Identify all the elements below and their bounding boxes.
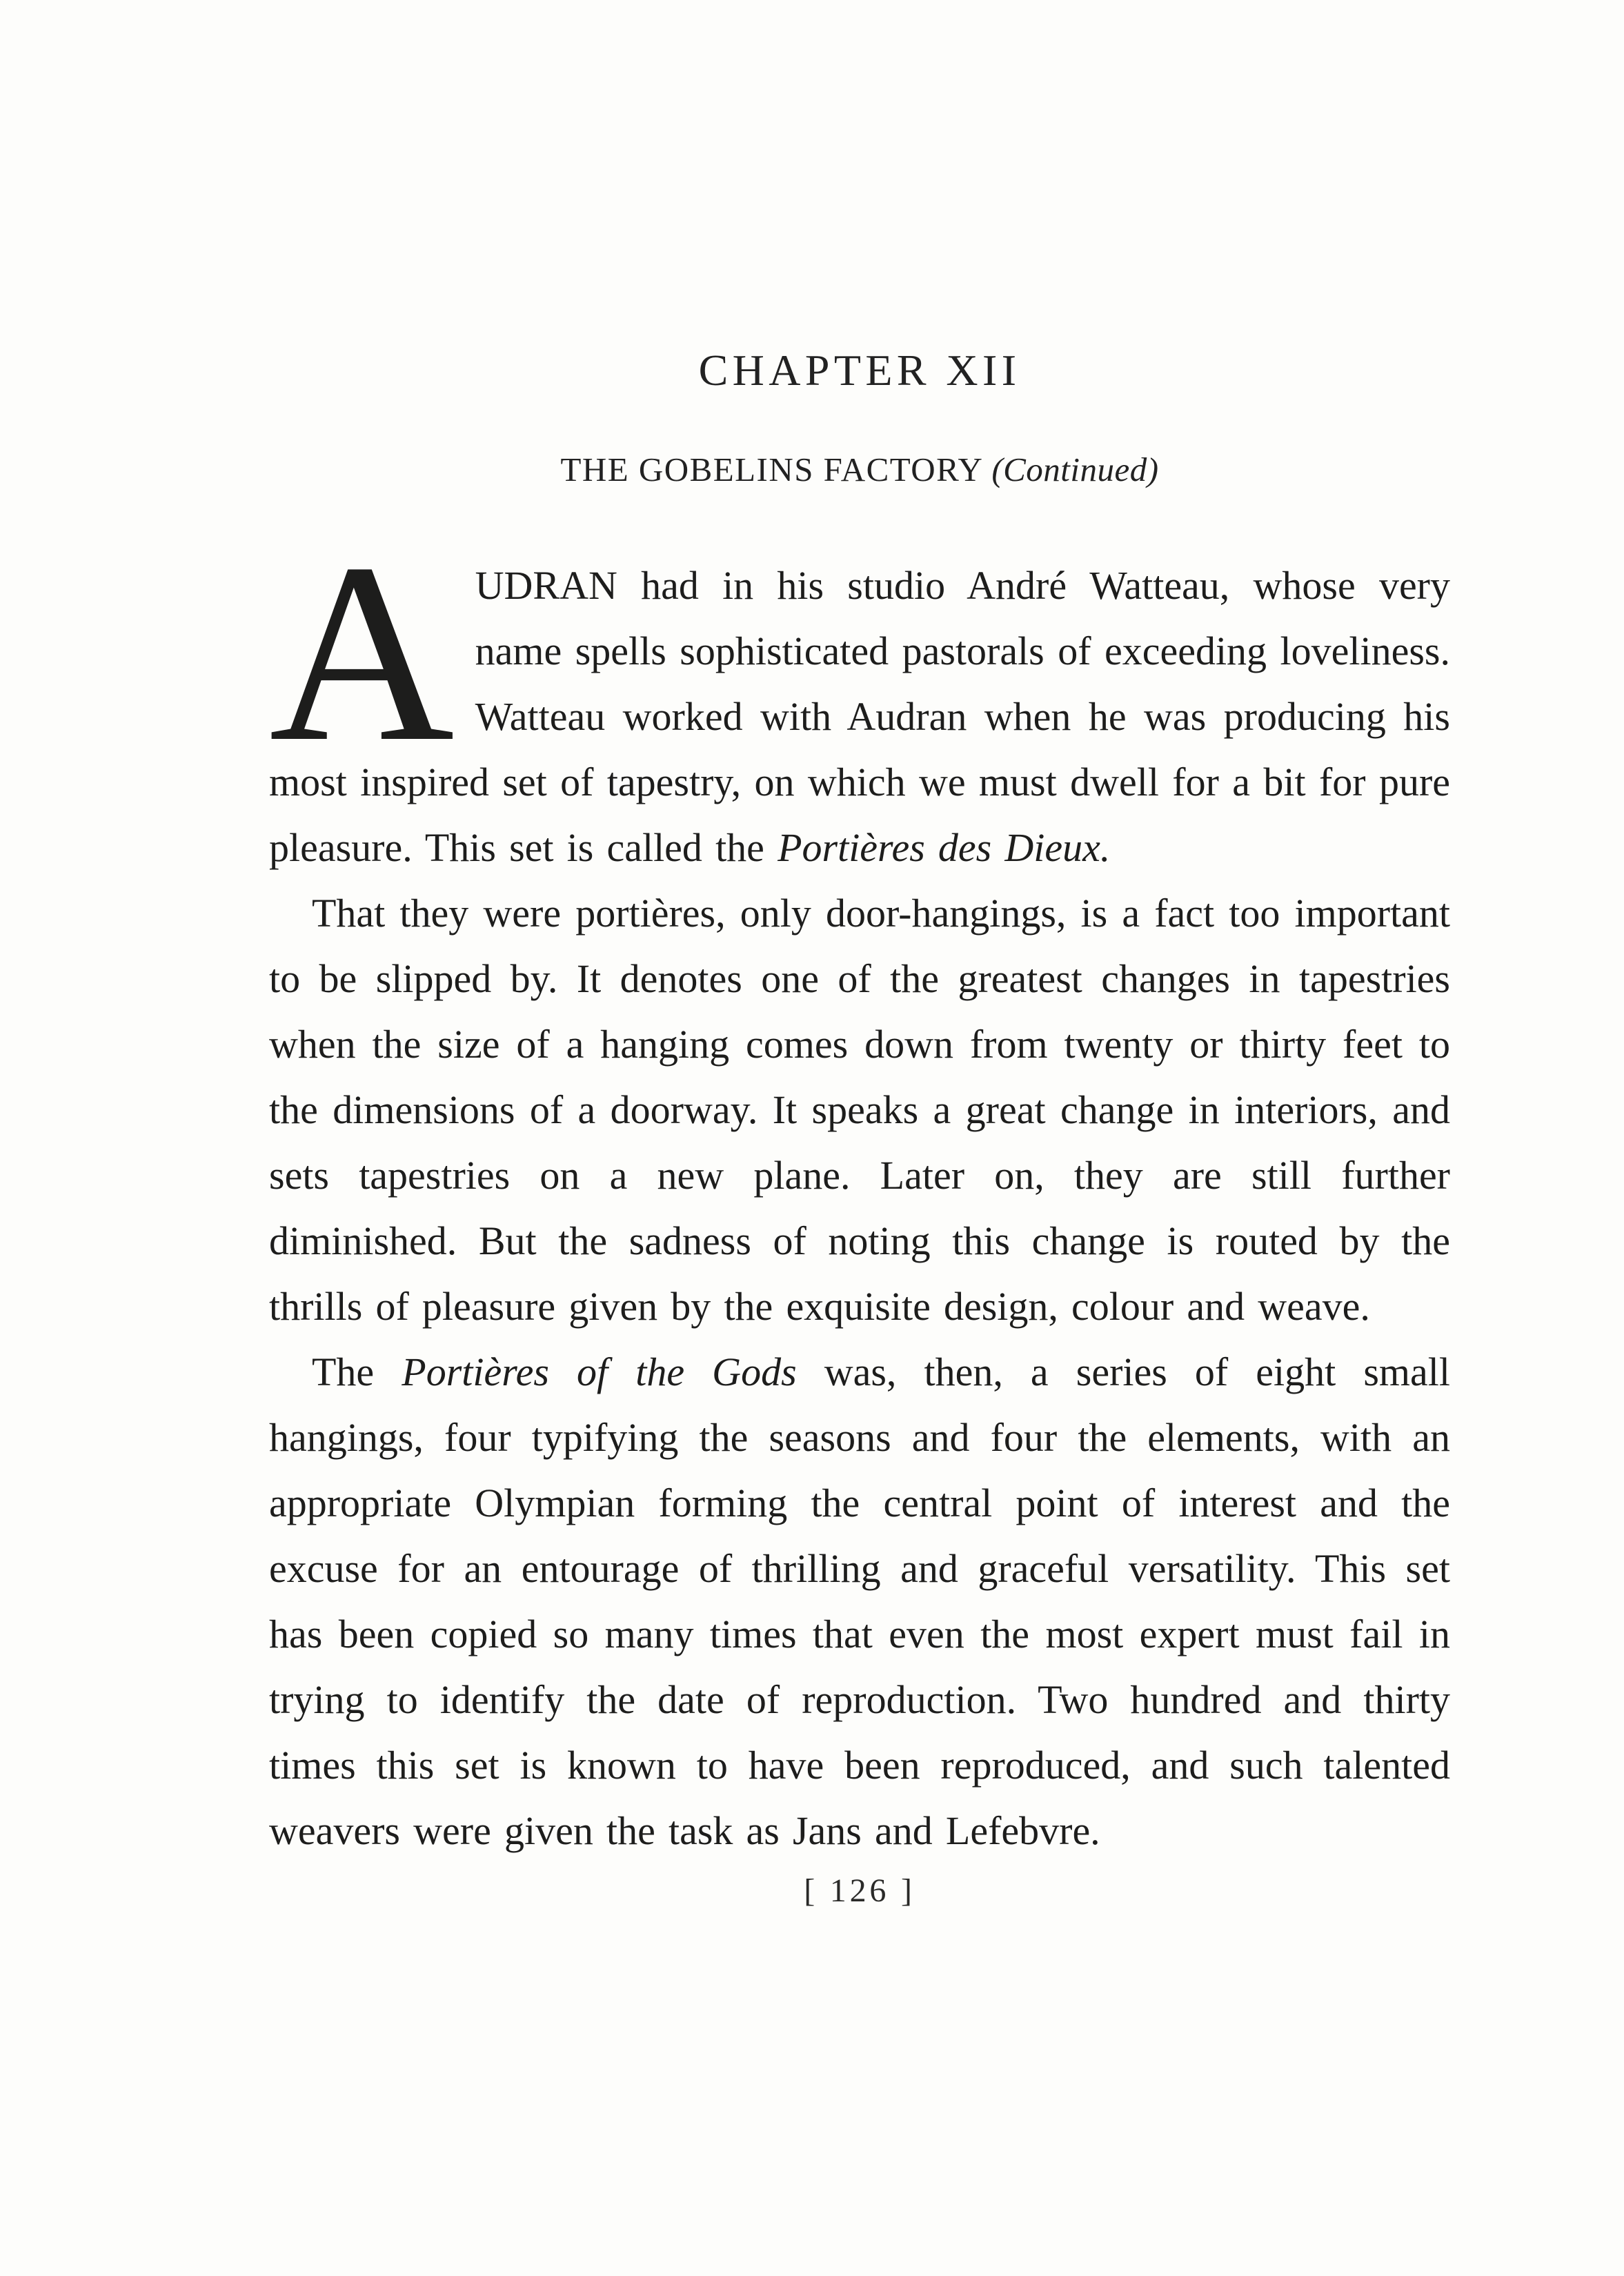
paragraph-1-text: UDRAN had in his studio André Watteau, whose very name spells sophisticated pastorals of exceeding loveliness. Watteau worked with Audran when he was producing his most inspired set of tapestry, on which we must dwell for a bit for pure pleasure. This set is called the — [269, 563, 1450, 870]
body-text — [269, 511, 1450, 1863]
section-subtitle-main: THE GOBELINS FACTORY — [560, 451, 992, 488]
chapter-title: CHAPTER XII — [698, 346, 1021, 395]
section-subtitle-continued: (Continued) — [991, 451, 1159, 488]
paragraph-3-rest: was, then, a series of eight small hangings, four typifying the seasons and four the elements, with an appropriate Olympian forming the central point of interest and the excuse for an entourage of thrilling and graceful versatility. This set has been copied so many times that even the most expert must fail in trying to identify the date of reproduction. Two hundred and thirty times this set is known to have been reproduced, and such talented weavers were given the task as Jans and Lefebvre. — [269, 1349, 1450, 1853]
paragraph-1 — [269, 511, 1450, 880]
paragraph-2-text: That they were portières, only door-hangings, is a fact too important to be slipped by. It denotes one of the greatest changes in tapestries when the size of a hanging comes down from twenty or thirty feet to the dimensions of a doorway. It speaks a great change in interiors, and sets tapestries on a new plane. Later on, they are still further diminished. But the sadness of noting this change is routed by the thrills of pleasure given by the exquisite design, colour and weave. — [269, 891, 1450, 1329]
page-number: [ 126 ] — [804, 1872, 915, 1909]
text-block — [269, 345, 1450, 1910]
paragraph-2 — [269, 880, 1450, 1339]
paragraph-3-lead: The — [312, 1349, 402, 1394]
paragraph-1-italic-title: Portières des Dieux. — [778, 825, 1111, 870]
paragraph-3 — [269, 1339, 1450, 1863]
section-subtitle — [269, 450, 1450, 489]
dropcap-letter: A — [269, 511, 455, 795]
paragraph-3-italic-title: Portières of the Gods — [402, 1349, 797, 1394]
